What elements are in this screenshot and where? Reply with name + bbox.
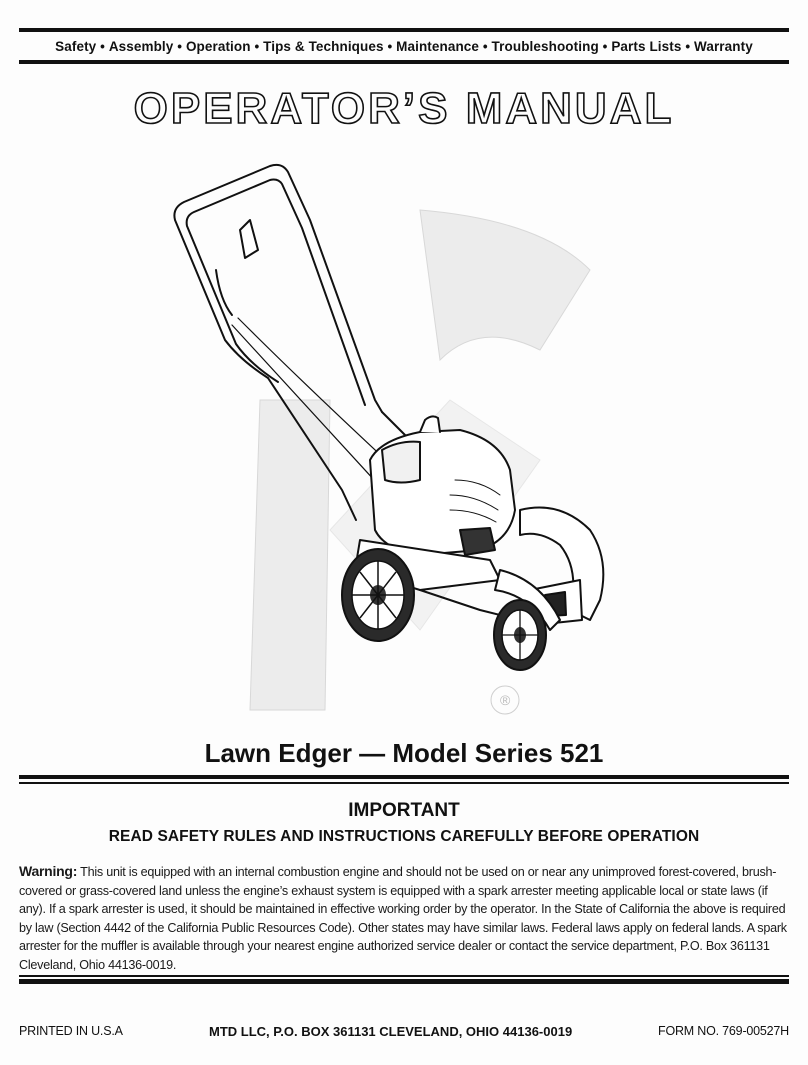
warning-label: Warning: <box>19 863 78 879</box>
model-series: Lawn Edger — Model Series 521 <box>204 738 604 768</box>
nav-item: Warranty <box>694 38 753 54</box>
nav-separator: • <box>173 38 186 54</box>
nav-item: Operation <box>185 38 251 54</box>
nav-item: Parts Lists <box>611 38 682 54</box>
registered-mark: ® <box>500 692 511 708</box>
form-number: FORM NO. 769-00527H <box>658 1024 789 1038</box>
bottom-rule-thin <box>19 975 789 977</box>
nav-separator: • <box>383 38 397 54</box>
nav-separator: • <box>96 38 109 54</box>
bottom-rule <box>19 979 789 984</box>
nav-item: Tips & Techniques <box>263 38 384 54</box>
rear-wheel <box>342 549 414 641</box>
middle-rule <box>19 775 789 779</box>
nav-item: Troubleshooting <box>491 38 599 54</box>
warning-text: This unit is equipped with an internal combustion engine and should not be used on or near any unimproved forest-covered, brush-covered or grass-covered land unless the engine’s exhaust system is equipped with a spark arrester meeting applicable local or state laws (if any). If a spark arrester is used, it should be maintained in effective working order by the operator. In the State of California the above is required by law (Section 4442 of the California Public Resources Code). Other states may have similar laws. Federal laws apply on federal lands. A spark arrester for the muffler is available through your nearest engine authorized service dealer or contact the service department, P.O. Box 361131 Cleveland, Ohio 44136-0019. <box>19 865 787 972</box>
nav-item: Assembly <box>108 38 174 54</box>
nav-item: Maintenance <box>396 38 480 54</box>
nav-separator: • <box>479 38 492 54</box>
page-title: OPERATOR’S MANUAL <box>133 84 675 133</box>
important-heading: IMPORTANT <box>348 800 460 821</box>
footer <box>19 1024 789 1044</box>
nav-separator: • <box>598 38 612 54</box>
lawn-edger-illustration-icon <box>120 150 680 730</box>
company-address: MTD LLC, P.O. BOX 361131 CLEVELAND, OHIO 44136-0019 <box>209 1024 573 1039</box>
nav-item: Safety <box>55 38 97 54</box>
read-safety-heading: READ SAFETY RULES AND INSTRUCTIONS CAREFULLY BEFORE OPERATION <box>108 828 700 845</box>
section-nav <box>19 33 789 59</box>
nav-separator: • <box>681 38 694 54</box>
front-wheel <box>494 600 546 670</box>
middle-rule-thin <box>19 782 789 784</box>
nav-separator: • <box>250 38 264 54</box>
printed-in: PRINTED IN U.S.A <box>19 1024 123 1038</box>
warning-paragraph <box>19 862 787 975</box>
top-rule <box>19 28 789 32</box>
top-rule-lower <box>19 60 789 64</box>
